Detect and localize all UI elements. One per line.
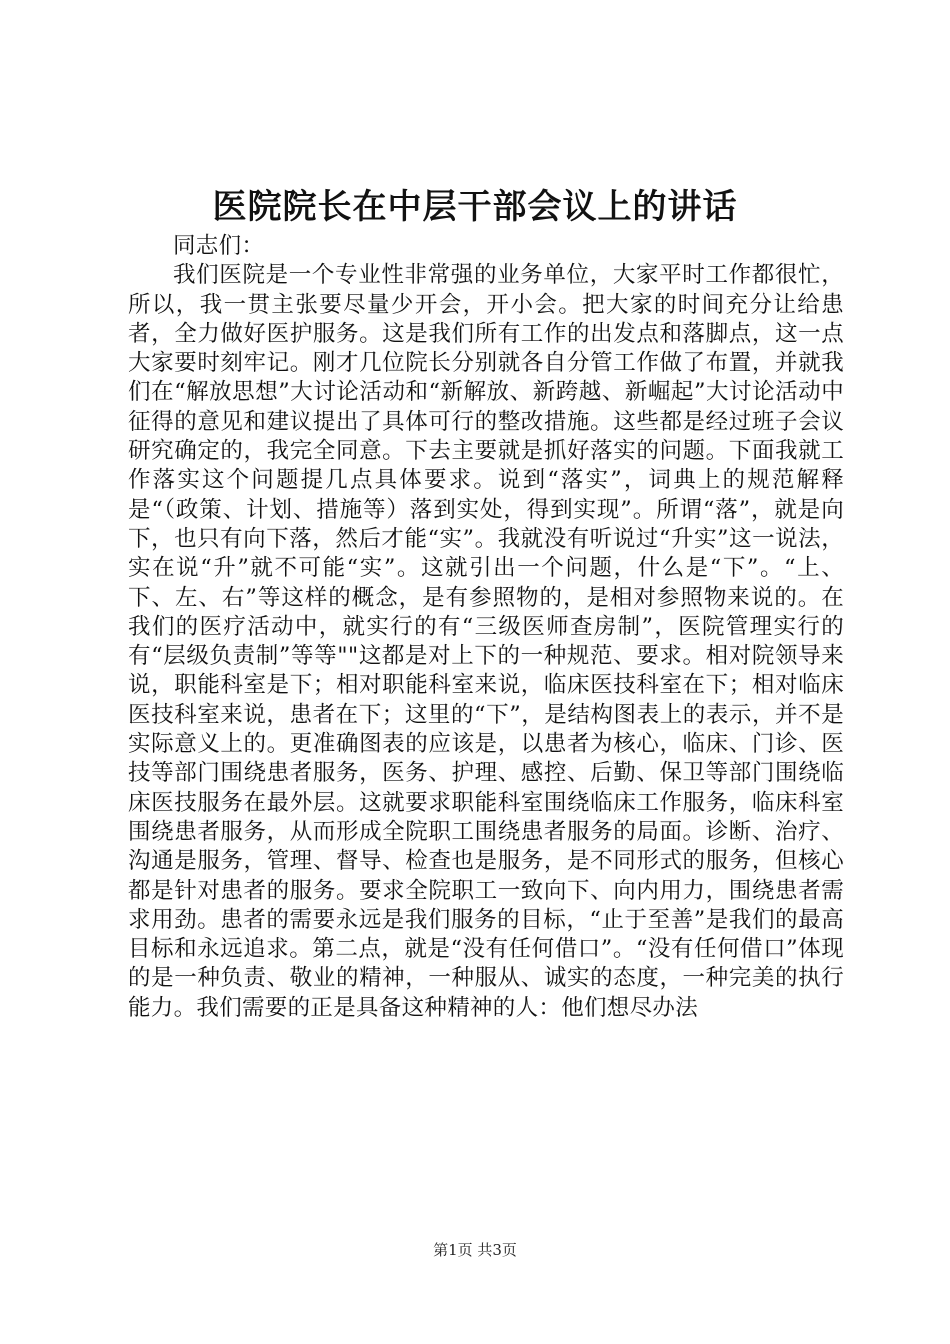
document-body (128, 232, 844, 1023)
document-title: 医院院长在中层干部会议上的讲话 (212, 187, 738, 227)
page-footer: 第1页 共3页 (433, 1241, 517, 1259)
body-paragraph: 我们医院是一个专业性非常强的业务单位，大家平时工作都很忙，所以，我一贯主张要尽量少开会，开小会。把大家的时间充分让给患者，全力做好医护服务。这是我们所有工作的出发点和落脚点，这一点大家要时刻牢记。刚才几位院长分别就各自分管工作做了布置，并就我们在“解放思想”大讨论活动和“新解放、新跨越、新崛起”大讨论活动中征得的意见和建议提出了具体可行的整改措施。这些都是经过班子会议研究确定的，我完全同意。下去主要就是抓好落实的问题。下面我就工作落实这个问题提几点具体要求。说到“落实”，词典上的规范解释是“（政策、计划、措施等）落到实处，得到实现”。所谓“落”，就是向下，也只有向下落，然后才能“实”。我就没有听说过“升实”这一说法，实在说“升”就不可能“实”。这就引出一个问题，什么是“下”。“上、下、左、右”等这样的概念，是有参照物的，是相对参照物来说的。在我们的医疗活动中，就实行的有“三级医师查房制”，医院管理实行的有“层级负责制”等等""这都是对上下的一种规范、要求。相对院领导来说，职能科室是下；相对职能科室来说，临床医技科室在下；相对临床医技科室来说，患者在下；这里的“下”，是结构图表上的表示，并不是实际意义上的。更准确图表的应该是，以患者为核心，临床、门诊、医技等部门围绕患者服务，医务、护理、感控、后勤、保卫等部门围绕临床医技服务在最外层。这就要求职能科室围绕临床工作服务，临床科室围绕患者服务，从而形成全院职工围绕患者服务的局面。诊断、治疗、沟通是服务，管理、督导、检查也是服务，是不同形式的服务，但核心都是针对患者的服务。要求全院职工一致向下、向内用力，围绕患者需求用劲。患者的需要永远是我们服务的目标，“止于至善”是我们的最高目标和永远追求。第二点，就是“没有任何借口”。“没有任何借口”体现的是一种负责、敬业的精神，一种服从、诚实的态度，一种完美的执行能力。我们需要的正是具备这种精神的人：他们想尽办法 (128, 262, 844, 1021)
salutation: 同志们： (173, 233, 265, 259)
